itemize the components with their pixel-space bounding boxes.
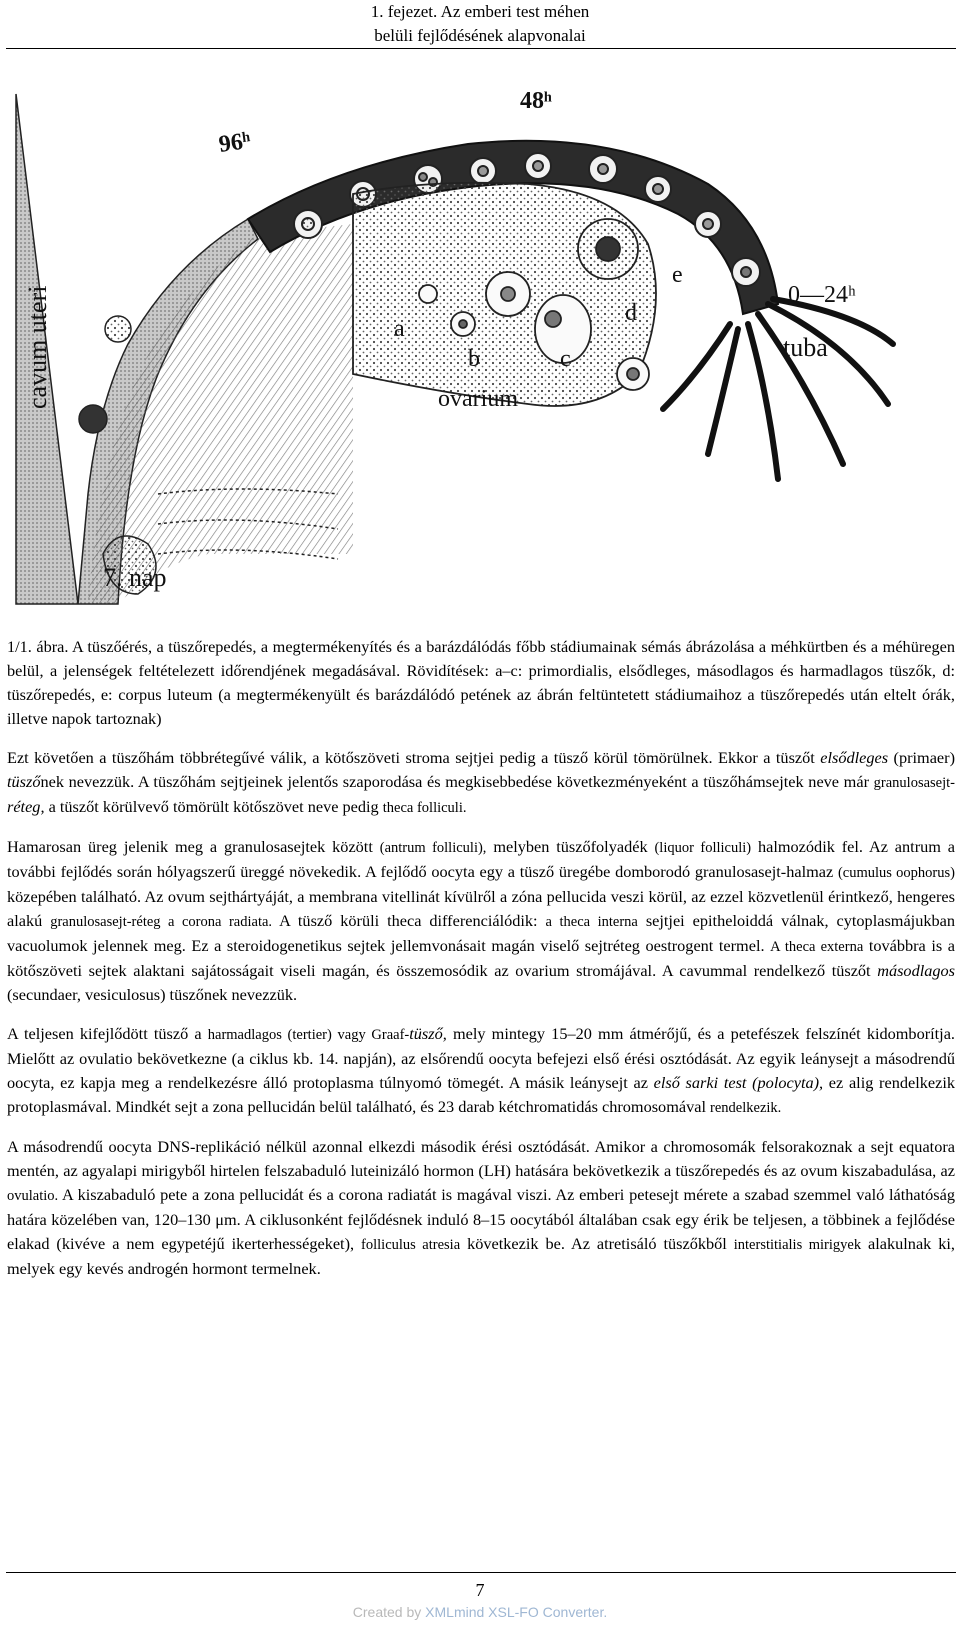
label-d: d [625,300,637,326]
p3-text: A teljesen kifejlődött tüsző a [7,1024,208,1043]
p4-term: folliculus atresia [361,1237,461,1253]
label-cavum-uteri: cavum uteri [23,285,52,409]
p2-text: sejtjei epitheloiddá válnak, cytoplasmájukban vacuolumok jelennek meg. Ez a steroidogenetikus sejtek jellemvonásait magán viselő sejtréteg oestrogent termel. [7,911,955,955]
p3-term: harmadlagos (tertier) vagy Graaf- [207,1027,410,1043]
p2-text: Hamarosan üreg jelenik meg a granulosasejtek között [7,837,380,856]
p4-term: interstitialis mirigyek [733,1237,862,1253]
p1-term-granulosa: granulosasejt- [873,775,955,791]
p2-text: A tüsző körüli theca differenciálódik: [272,911,546,930]
p2-text: (secundaer, vesiculosus) tüszőnek nevezzük. [7,985,298,1004]
running-header [0,0,960,48]
p3-term-polocyta: első sarki test (polocyta), [653,1073,824,1092]
paragraph-3 [7,1022,955,1120]
p1-term-reteg: réteg, [7,797,45,816]
label-c: c [560,346,571,372]
label-0-24h: 0—24ʰ [788,282,856,308]
p1-text: Ezt követően a tüszőhám többrétegűvé válik, a kötőszöveti stroma sejtjei pedig a tüsző körül tömörülnek. Ekkor a tüszőt [7,748,821,767]
p4-term: ovulatio. [7,1188,59,1204]
paragraph-2 [7,835,955,1007]
paragraph-1 [7,746,955,820]
p4-text: A kiszabaduló pete a zona pellucidát és a corona radiatát is magával viszi. Az emberi petesejt mérete a szabad szemmel való láthatóság határa közelében van, 120–130 μm. A ciklusonként fejlődésnek induló 8–15 oocytából általában csak egy érik be teljesen, a többinek a fejlődése elakad (kivéve a nem egypetéjű ikerterhességeket), [7,1185,955,1253]
header-line-2: belüli fejlődésének alapvonalai [374,26,586,45]
p1-term-theca: theca folliculi. [382,800,467,816]
p2-term-masodlagos: másodlagos [877,961,955,980]
p2-text: továbbra is a kötőszöveti sejtek alaktani sajátosságait viseli magán, és összemosódik az ovarium stromájával. A cavummal rendelkező tüszőt [7,936,955,980]
p3-text: rendelkezik. [710,1100,782,1116]
generator-prefix: Created by [352,1604,426,1620]
p2-text: közepében található. Az ovum sejthártyáját, a membrana vitellinát kívülről a zóna pellucida veszi körül, az ezzel közvetlenül érintkező, hengeres alakú [7,887,955,930]
ovary-tube-diagram [8,74,908,624]
figure-caption: 1/1. ábra. A tüszőérés, a tüszőrepedés, a megtermékenyítés és a barázdálódás főbb stádiumainak sémás ábrázolása a méhkürtben és a méhüregen belül, a jelenségek feltételezett időrendjének megadásával. Rövidítések: a–c: primordialis, elsődleges, másodlagos és harmadlagos tüszők, d: tüszőrepedés, e: corpus luteum (a megtermékenyült és barázdálódó petének az ábrán feltüntetett stádiumaihoz a tüszőrepedés után eltelt órák, illetve napok tartoznak) [7,637,955,728]
p2-term: A theca externa [770,939,864,955]
page-content [7,635,955,1296]
label-tuba: tuba [783,333,828,362]
p1-text: nek nevezzük. A tüszőhám sejtjeinek jelentős szaporodása és megkisebbedése következményeként a tüszőhámsejtek neve már [40,772,874,791]
p2-term: a theca interna [545,914,638,930]
p3-term-tuszo: tüsző, [409,1024,447,1043]
page-number: 7 [475,1580,485,1600]
p2-term: (antrum folliculi), [379,840,487,856]
p3-text: ez alig rendelkezik protoplasmával. Mindkét sejt a zona pellucidán belül található, és 23 darab kétchromatidás chromosomával [7,1073,955,1116]
p2-text: melyben tüszőfolyadék [486,837,655,856]
label-ovarium: ovarium [438,386,518,412]
p1-term-tuszo: tüsző [7,772,41,791]
generator-credit [0,1604,960,1620]
p2-term: (liquor folliculi) [654,840,752,856]
p4-text: következik be. Az atretisáló tüszőkből [460,1234,734,1253]
p2-term: granulosasejt-réteg a corona radiata. [50,914,273,930]
figure-illustration [8,74,908,624]
p1-text: (primaer) [888,748,955,767]
p1-term-elsodleges: elsődleges [820,748,889,767]
paragraph-4 [7,1135,955,1281]
p3-text: mely mintegy 15–20 mm átmérőjű, és a petefészek felszínét kidomborítja. Mielőtt az ovulatio bekövetkezne (a ciklus kb. 14. napján), az elsőrendű oocyta befejezi első érési osztódását. Az egyik leánysejt a másodrendű oocyta, ez kapja meg a rendelkezésre álló protoplasma túlnyomó tömegét. A másik leánysejt az [7,1024,955,1092]
footer-divider [6,1572,956,1573]
p2-term: (cumulus oophorus) [837,865,955,881]
header-divider [6,48,956,49]
label-7-nap: 7. nap [103,563,167,592]
p4-text: alakulnak ki, melyek egy kevés androgén hormont termelnek. [7,1234,955,1278]
generator-link[interactable]: XMLmind XSL-FO Converter. [425,1604,608,1620]
label-e: e [672,262,683,288]
p1-text: a tüszőt körülvevő tömörült kötőszövet neve pedig [44,797,383,816]
header-line-1: 1. fejezet. Az emberi test méhen [370,2,590,21]
p2-text: halmozódik fel. Az antrum a további fejlődés során hólyagszerű üreggé növekedik. A fejlődő oocyta egy a tüsző üregébe domborodó granulosasejt-halmaz [7,837,956,881]
fimbriae [663,299,893,479]
label-b: b [468,346,480,372]
label-48h: 48ʰ [520,88,552,114]
p4-text: A másodrendű oocyta DNS-replikáció nélkül azonnal elkezdi második érési osztódását. Amikor a chromosomák felsorakoznak a sejt equatora mentén, az agyalapi mirigyből hirtelen felszabaduló luteinizáló hormon (LH) hatására bekövetkezik a tüszőrepedés és az ovum kiszabadulása, az [7,1137,955,1180]
label-a: a [394,316,405,342]
label-96h: 96ʰ [217,127,253,158]
